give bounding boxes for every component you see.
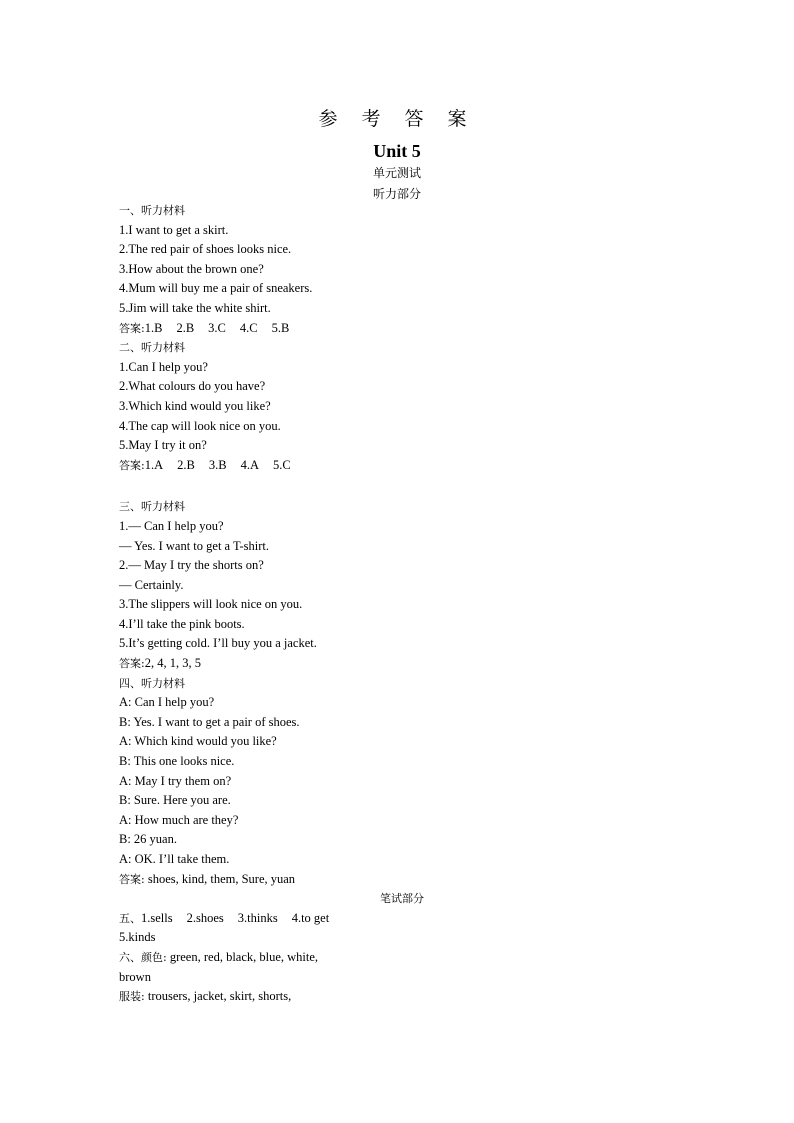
dialogue-line: B: Sure. Here you are. (119, 793, 231, 808)
dialogue-line: B: Yes. I want to get a pair of shoes. (119, 714, 300, 729)
section-1-line: 3.How about the brown one? (119, 261, 264, 276)
dialogue-line: A: Which kind would you like? (119, 734, 277, 749)
answer-item: 2.B (176, 320, 195, 335)
section-2-line: 5.May I try it on? (119, 438, 207, 453)
section-5-line-2: 5.kinds (119, 930, 156, 945)
dialogue-line: A: May I try them on? (119, 773, 232, 788)
section-3-line: 4.I’ll take the pink boots. (119, 616, 245, 631)
section-3-line: — Yes. I want to get a T-shirt. (119, 538, 269, 553)
section-3-answers (119, 654, 439, 674)
dialogue-line: B: 26 yuan. (119, 832, 177, 847)
section-2-line: 2.What colours do you have? (119, 379, 266, 394)
answer-item: 5.B (271, 320, 290, 335)
section-1-line: 5.Jim will take the white shirt. (119, 300, 271, 315)
written-heading: 笔试部分 (380, 892, 424, 906)
answer-item: 3.B (208, 457, 227, 472)
answer-text: 2, 4, 1, 3, 5 (144, 656, 201, 671)
section-2-line: 4.The cap will look nice on you. (119, 418, 281, 433)
dialogue-line: B: This one looks nice. (119, 754, 235, 769)
answer-content (119, 201, 439, 1007)
answer-label: 答案: (119, 458, 145, 472)
section-1-line: 2.The red pair of shoes looks nice. (119, 242, 292, 257)
answer-item: 4.C (239, 320, 258, 335)
section-2-answers (119, 456, 439, 476)
section-6-clothes (119, 987, 439, 1007)
section-1-answers (119, 319, 439, 339)
answer-item: 2.shoes (186, 910, 224, 925)
section-3-heading: 三、听力材料 (119, 500, 185, 514)
section-1-heading: 一、听力材料 (119, 204, 185, 217)
clothes-label: 服装: (119, 990, 145, 1004)
section-4-heading: 四、听力材料 (119, 676, 185, 690)
answer-label: 答案: (119, 657, 145, 671)
answer-item: 2.B (177, 457, 195, 472)
section-6-line-2: brown (119, 969, 151, 984)
section-5-label: 五、 (119, 911, 141, 925)
section-1-line: 4.Mum will buy me a pair of sneakers. (119, 281, 313, 296)
answer-item: 3.thinks (237, 910, 278, 925)
dialogue-line: A: OK. I’ll take them. (119, 852, 230, 866)
answer-item: 5.C (272, 457, 291, 472)
answer-item: 4.A (240, 457, 259, 472)
dialogue-line: A: Can I help you? (119, 695, 215, 710)
answer-label: 答案: (119, 321, 145, 335)
section-3-line: 2.— May I try the shorts on? (119, 558, 264, 573)
section-3-line: 1.— Can I help you? (119, 518, 224, 533)
section-3-line: 3.The slippers will look nice on you. (119, 597, 303, 612)
answer-item: 1.sells (141, 910, 173, 925)
listening-heading: 听力部分 (372, 187, 421, 201)
answer-item: 3.C (208, 320, 226, 335)
answer-text: shoes, kind, them, Sure, yuan (144, 871, 296, 886)
colors-text: green, red, black, blue, white, (166, 949, 319, 964)
blank-line (119, 475, 439, 497)
answer-item: 1.A (144, 457, 164, 472)
section-6-label: 六、颜色: (119, 950, 167, 964)
answer-label: 答案: (119, 872, 145, 886)
unit-test-heading: 单元测试 (372, 166, 421, 180)
section-2-line: 3.Which kind would you like? (119, 398, 271, 413)
section-3-line: — Certainly. (119, 577, 184, 592)
section-5-answers (119, 909, 439, 929)
answer-item: 4.to get (291, 910, 330, 925)
answer-item: 1.B (144, 320, 163, 335)
section-2-line: 1.Can I help you? (119, 359, 208, 374)
section-1-line: 1.I want to get a skirt. (119, 222, 229, 237)
dialogue-line: A: How much are they? (119, 812, 239, 827)
section-4-answers (119, 870, 439, 890)
section-3-line: 5.It’s getting cold. I’ll buy you a jacket. (119, 636, 317, 651)
section-6-colors (119, 948, 439, 968)
unit-heading: Unit 5 (373, 141, 421, 161)
clothes-text: trousers, jacket, skirt, shorts, (144, 989, 292, 1004)
section-2-heading: 二、听力材料 (119, 341, 185, 355)
page-title: 参 考 答 案 (318, 108, 476, 130)
